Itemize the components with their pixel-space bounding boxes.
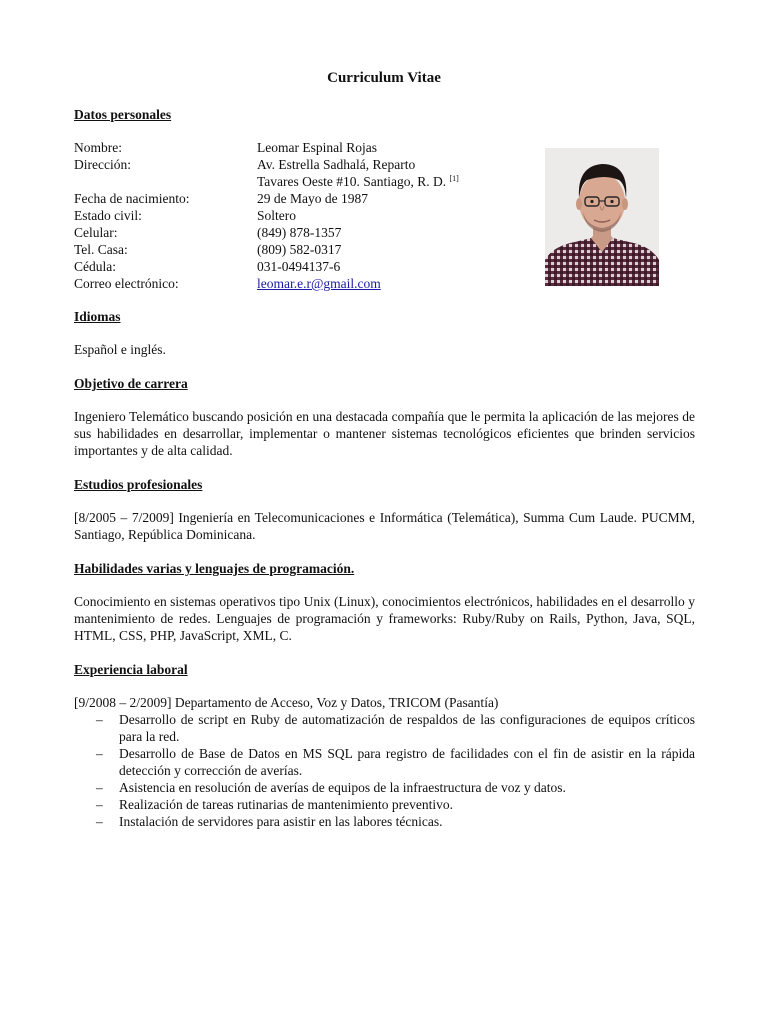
list-item-text: Realización de tareas rutinarias de mantenimiento preventivo. <box>119 797 453 812</box>
education-text: [8/2005 – 7/2009] Ingeniería en Telecomunicaciones e Informática (Telemática), Summa Cum Laude. PUCMM, Santiago, República Dominicana. <box>74 510 695 542</box>
personal-row-address-cont <box>74 173 534 190</box>
personal-row-home-phone <box>74 241 534 258</box>
value-home-phone: (809) 582-0317 <box>257 242 342 257</box>
email-link[interactable]: leomar.e.r@gmail.com <box>257 276 381 291</box>
personal-row-civil-status <box>74 207 534 224</box>
profile-photo <box>545 148 659 286</box>
list-item <box>74 745 695 779</box>
label-birthdate: Fecha de nacimiento: <box>74 191 190 206</box>
label-address: Dirección: <box>74 157 131 172</box>
job-title: [9/2008 – 2/2009] Departamento de Acceso, Voz y Datos, TRICOM (Pasantía) <box>74 695 499 710</box>
dash-bullet-icon: – <box>96 712 103 727</box>
dash-bullet-icon: – <box>96 797 103 812</box>
personal-row-address <box>74 156 534 173</box>
document-title: Curriculum Vitae <box>327 70 441 86</box>
label-civil-status: Estado civil: <box>74 208 142 223</box>
value-address-line-1: Av. Estrella Sadhalá, Reparto <box>257 157 416 172</box>
value-civil-status: Soltero <box>257 208 296 223</box>
personal-row-email <box>74 275 534 292</box>
list-item-text: Desarrollo de script en Ruby de automatización de respaldos de las configuraciones de equipos críticos para la red. <box>119 712 695 744</box>
heading-career-objective: Objetivo de carrera <box>74 376 188 391</box>
personal-row-name <box>74 139 534 156</box>
label-email: Correo electrónico: <box>74 276 179 291</box>
value-mobile: (849) 878-1357 <box>257 225 342 240</box>
heading-education: Estudios profesionales <box>74 477 203 492</box>
heading-work-experience: Experiencia laboral <box>74 662 188 677</box>
list-item-text: Instalación de servidores para asistir en las labores técnicas. <box>119 814 443 829</box>
list-item <box>74 779 695 796</box>
list-item <box>74 711 695 745</box>
footnote-ref[interactable]: [1] <box>449 174 459 183</box>
label-address-cont <box>74 173 257 190</box>
value-email-wrap <box>257 275 534 292</box>
skills-text: Conocimiento en sistemas operativos tipo Unix (Linux), conocimientos electrónicos, habilidades en el desarrollo y mantenimiento de redes. Lenguajes de programación y frameworks: Ruby/Ruby on Rails, Python, Java, SQL, HTML, CSS, PHP, JavaScript, XML, C. <box>74 594 695 643</box>
profile-photo-illustration <box>545 148 659 286</box>
dash-bullet-icon: – <box>96 746 103 761</box>
value-id: 031-0494137-6 <box>257 259 341 274</box>
personal-data-table <box>74 139 534 292</box>
personal-row-birthdate <box>74 190 534 207</box>
label-name: Nombre: <box>74 140 122 155</box>
label-mobile: Celular: <box>74 225 118 240</box>
heading-personal-data: Datos personales <box>74 107 172 122</box>
label-home-phone: Tel. Casa: <box>74 242 128 257</box>
value-address-line-2-wrap <box>257 173 534 190</box>
dash-bullet-icon: – <box>96 814 103 829</box>
languages-text: Español e inglés. <box>74 342 166 357</box>
list-item <box>74 796 695 813</box>
heading-skills: Habilidades varias y lenguajes de programación. <box>74 561 355 576</box>
value-address-line-2: Tavares Oeste #10. Santiago, R. D. <box>257 174 450 189</box>
value-birthdate: 29 de Mayo de 1987 <box>257 191 368 206</box>
dash-bullet-icon: – <box>96 780 103 795</box>
list-item <box>74 813 695 830</box>
personal-row-id <box>74 258 534 275</box>
experience-bullet-list <box>74 711 695 830</box>
list-item-text: Asistencia en resolución de averías de equipos de la infraestructura de voz y datos. <box>119 780 566 795</box>
value-name: Leomar Espinal Rojas <box>257 140 377 155</box>
career-objective-text: Ingeniero Telemático buscando posición en una destacada compañía que le permita la aplicación de las mejores de sus habilidades en desarrollar, implementar o mantener sistemas tecnológicos eficientes que brinden servicios importantes y de alta calidad. <box>74 409 695 458</box>
label-id: Cédula: <box>74 259 116 274</box>
list-item-text: Desarrollo de Base de Datos en MS SQL para registro de facilidades con el fin de asistir en la rápida detección y corrección de averías. <box>119 746 695 778</box>
personal-row-mobile <box>74 224 534 241</box>
heading-languages: Idiomas <box>74 309 121 324</box>
